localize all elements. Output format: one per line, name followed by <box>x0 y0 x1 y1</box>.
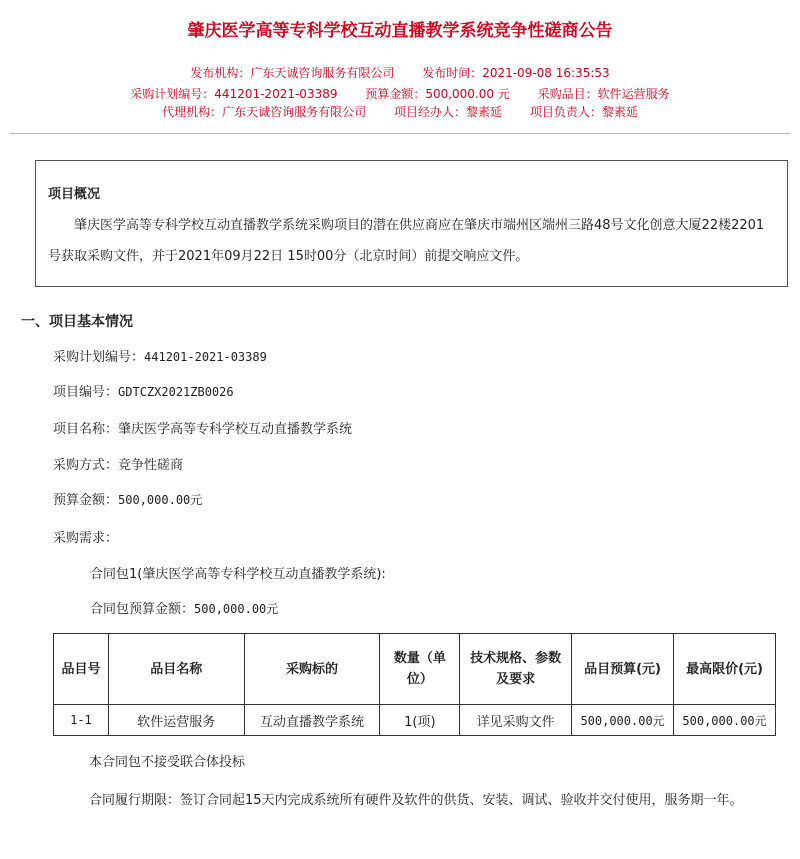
budget-line <box>53 489 202 508</box>
demand-label: 采购需求： <box>53 531 119 546</box>
col-header-item-budget: 品目预算(元) <box>572 634 674 705</box>
cell-item-name: 软件运营服务 <box>108 705 244 736</box>
meta-row-agency <box>0 103 800 121</box>
overview-heading: 项目概况 <box>48 187 101 202</box>
project-number-label: 项目编号： <box>53 385 119 400</box>
cell-item-no: 1-1 <box>54 705 109 736</box>
method-line <box>53 454 183 473</box>
overview-text: 肇庆医学高等专科学校互动直播教学系统采购项目的潜在供应商应在肇庆市端州区端州三路48号文化创意大厦22楼2201号获取采购文件，并于2021年09月22日 15时00分（北京时间）前提交响应文件。 <box>48 218 765 264</box>
items-table <box>53 633 776 736</box>
project-name-value: 肇庆医学高等专科学校互动直播教学系统 <box>118 422 353 437</box>
cell-target: 互动直播教学系统 <box>244 705 380 736</box>
project-name-label: 项目名称： <box>53 422 119 437</box>
plan-number: 采购计划编号：441201-2021-03389 <box>130 87 338 101</box>
cell-item-budget: 500,000.00元 <box>572 705 674 736</box>
section-heading-basic-info: 一、项目基本情况 <box>21 314 133 330</box>
budget-value: 500,000.00元 <box>118 493 203 507</box>
project-number-line <box>53 381 234 400</box>
package-label: 合同包1(肇庆医学高等专科学校互动直播教学系统): <box>90 567 386 582</box>
col-header-target: 采购标的 <box>244 634 380 705</box>
meta-row-plan <box>0 85 800 103</box>
agency: 代理机构：广东天诚咨询服务有限公司 <box>162 105 367 119</box>
publisher: 发布机构：广东天诚咨询服务有限公司 <box>190 66 395 80</box>
project-overview-box <box>35 160 788 287</box>
budget-amount: 预算金额：500,000.00 元 <box>365 87 510 101</box>
table-row <box>54 705 776 736</box>
demand-line <box>53 527 118 546</box>
plan-number-label: 采购计划编号： <box>53 350 145 365</box>
meta-row-publisher <box>0 64 800 82</box>
package-line <box>90 563 386 582</box>
package-budget-value: 500,000.00元 <box>194 602 279 616</box>
package-budget-line <box>90 598 278 617</box>
cell-max-price: 500,000.00元 <box>674 705 776 736</box>
project-lead: 项目负责人：黎素延 <box>529 105 638 119</box>
budget-label: 预算金额： <box>53 493 119 508</box>
consortium-note: 本合同包不接受联合体投标 <box>89 755 246 770</box>
col-header-item-name: 品目名称 <box>108 634 244 705</box>
procurement-category: 采购品目：软件运营服务 <box>537 87 670 101</box>
plan-number-line <box>53 346 267 365</box>
project-number-value: GDTCZX2021ZB0026 <box>118 385 234 399</box>
plan-number-value: 441201-2021-03389 <box>144 350 267 364</box>
method-value: 竞争性磋商 <box>118 458 184 473</box>
col-header-item-no: 品目号 <box>54 634 109 705</box>
publish-time: 发布时间：2021-09-08 16:35:53 <box>422 66 610 80</box>
page-title: 肇庆医学高等专科学校互动直播教学系统竞争性磋商公告 <box>187 21 613 41</box>
package-budget-label: 合同包预算金额： <box>90 602 195 617</box>
handler: 项目经办人：黎素延 <box>393 105 502 119</box>
header-divider <box>10 133 790 134</box>
cell-quantity: 1(项) <box>380 705 460 736</box>
performance-period: 合同履行期限：签订合同起15天内完成系统所有硬件及软件的供货、安装、调试、验收并交付使用，服务期一年。 <box>89 793 743 808</box>
table-header-row <box>54 634 776 705</box>
cell-spec: 详见采购文件 <box>460 705 572 736</box>
col-header-quantity: 数量（单位） <box>380 634 460 705</box>
project-name-line <box>53 418 352 437</box>
col-header-max-price: 最高限价(元) <box>674 634 776 705</box>
method-label: 采购方式： <box>53 458 119 473</box>
col-header-spec: 技术规格、参数及要求 <box>460 634 572 705</box>
